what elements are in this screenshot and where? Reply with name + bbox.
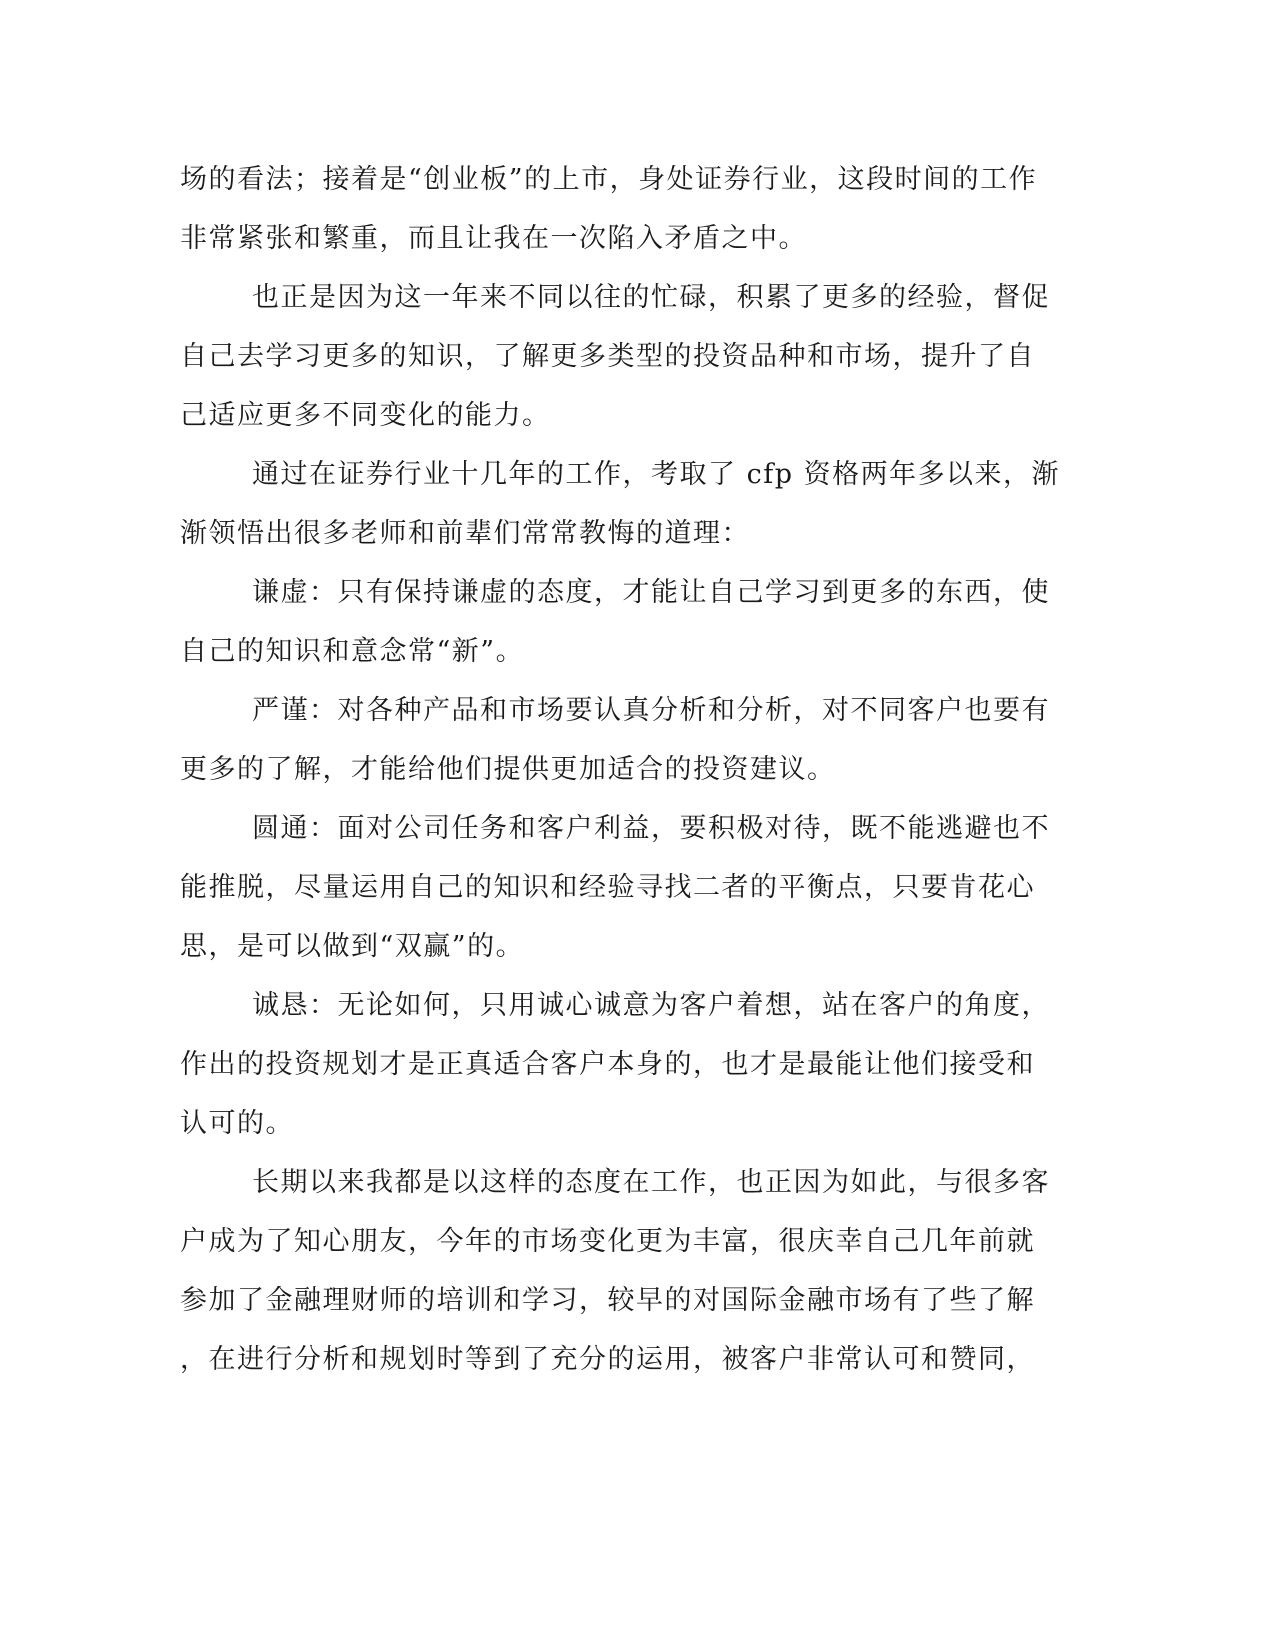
text-line: 作出的投资规划才是正真适合客户本身的，也才是最能让他们接受和 [180,1049,1035,1080]
text-line: 圆通：面对公司任务和客户利益，要积极对待，既不能逃避也不 [252,813,1050,844]
text-line: 长期以来我都是以这样的态度在工作，也正因为如此，与很多客 [252,1167,1050,1198]
text-line: 场的看法；接着是“创业板”的上市，身处证券行业，这段时间的工作 [180,164,1038,195]
text-line: 渐领悟出很多老师和前辈们常常教悔的道理： [180,518,750,549]
text-line: 认可的。 [180,1108,294,1139]
text-line: 也正是因为这一年来不同以往的忙碌，积累了更多的经验，督促 [252,282,1050,313]
text-line: 自己去学习更多的知识，了解更多类型的投资品种和市场，提升了自 [180,341,1035,372]
text-line: 户成为了知心朋友，今年的市场变化更为丰富，很庆幸自己几年前就 [180,1226,1035,1257]
text-line: 通过在证券行业十几年的工作，考取了 cfp 资格两年多以来，渐 [252,459,1061,490]
text-line: 自己的知识和意念常“新”。 [180,636,525,667]
text-line: 更多的了解，才能给他们提供更加适合的投资建议。 [180,754,836,785]
text-line: ，在进行分析和规划时等到了充分的运用，被客户非常认可和赞同， [180,1344,1035,1375]
text-line: 参加了金融理财师的培训和学习，较早的对国际金融市场有了些了解 [180,1285,1035,1316]
text-line: 诚恳：无论如何，只用诚心诚意为客户着想，站在客户的角度， [252,990,1050,1021]
text-line: 能推脱，尽量运用自己的知识和经验寻找二者的平衡点，只要肯花心 [180,872,1035,903]
text-line: 思，是可以做到“双赢”的。 [180,931,525,962]
text-line: 谦虚：只有保持谦虚的态度，才能让自己学习到更多的东西，使 [252,577,1050,608]
text-line: 非常紧张和繁重，而且让我在一次陷入矛盾之中。 [180,223,807,254]
text-line: 己适应更多不同变化的能力。 [180,400,551,431]
text-line: 严谨：对各种产品和市场要认真分析和分析，对不同客户也要有 [252,695,1050,726]
